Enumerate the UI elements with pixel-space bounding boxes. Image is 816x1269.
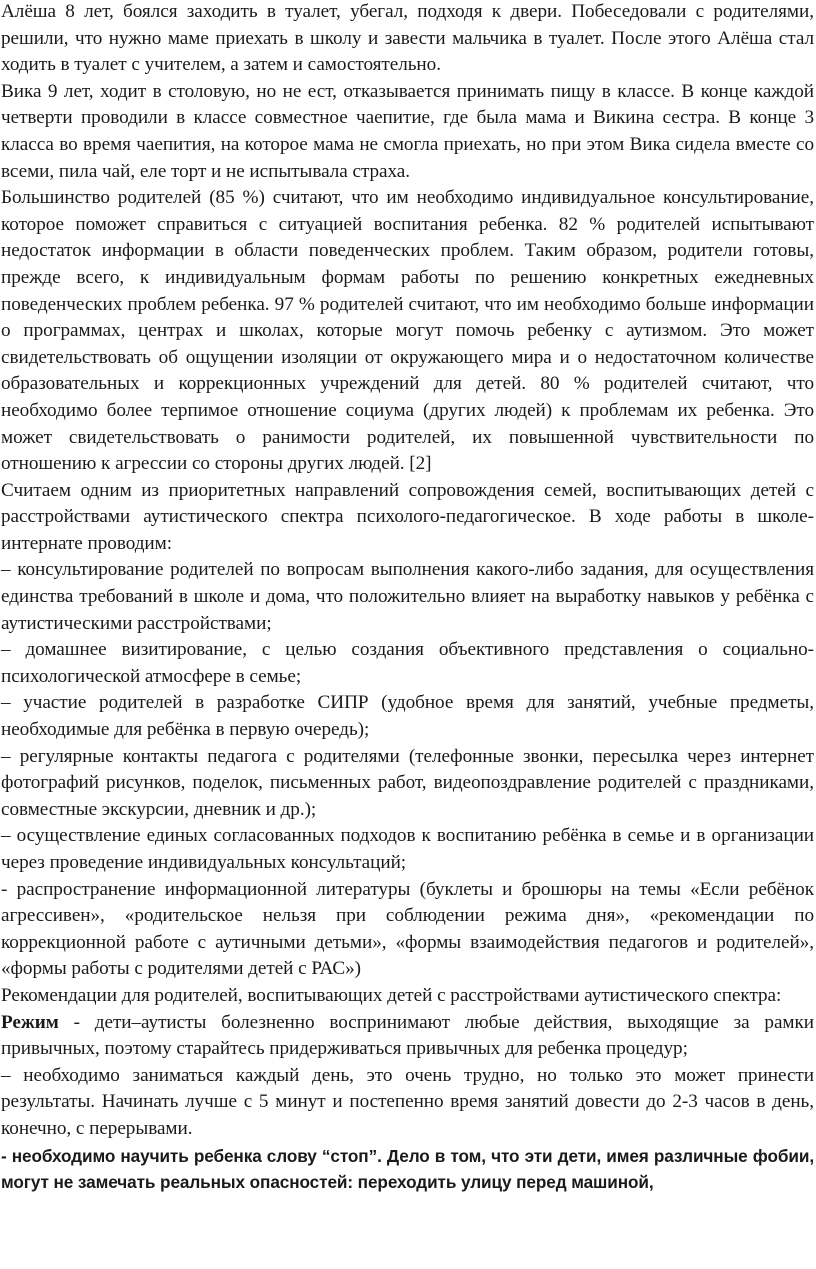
list-item-sipr-participation: – участие родителей в разработке СИПР (удобное время для занятий, учебные предметы, необходимые для ребёнка в первую очередь); bbox=[1, 692, 814, 741]
paragraph-parent-survey: Большинство родителей (85 %) считают, что им необходимо индивидуальное консультирование, которое поможет справиться с ситуацией воспитания ребенка. 82 % родителей испытывают недостаток информации в области поведенческих проблем. Таким образом, родители готовы, прежде всего, к индивидуальным формам работы по решению конкретных ежедневных поведенческих проблем ребенка. 97 % родителей считают, что им необходимо больше информации о программах, центрах и школах, которые могут помочь ребенку с аутизмом. Это может свидетельствовать об ощущении изоляции от окружающего мира и о недостаточном количестве образовательных и коррекционных учреждений для детей. 80 % родителей считают, что необходимо более терпимое отношение социума (других людей) к проблемам их ребенка. Это может свидетельствовать о ранимости родителей, их повышенной чувствительности по отношению к агрессии со стороны других людей. [2] bbox=[1, 187, 814, 475]
list-item-consulting: – консультирование родителей по вопросам выполнения какого-либо задания, для осуществления единства требований в школе и дома, что положительно влияет на выработку навыков у ребёнка с аутистическими расстройствами; bbox=[1, 559, 814, 634]
paragraph-stop-word: - необходимо научить ребенка слову “стоп”. Дело в том, что эти дети, имея различные фобии, могут не замечать реальных опасностей: переходить улицу перед машиной, bbox=[1, 1145, 814, 1193]
paragraph-alyosha-case: Алёша 8 лет, боялся заходить в туалет, убегал, подходя к двери. Побеседовали с родителями, решили, что нужно маме приехать в школу и завести мальчика в туалет. После этого Алёша стал ходить в туалет с учителем, а затем и самостоятельно. bbox=[1, 1, 814, 76]
paragraph-recommendations-heading: Рекомендации для родителей, воспитывающих детей с расстройствами аутистического спектра: bbox=[1, 984, 782, 1006]
list-item-unified-approaches: – осуществление единых согласованных подходов к воспитанию ребёнка в семье и в организации через проведение индивидуальных консультаций; bbox=[1, 825, 814, 873]
paragraph-regime bbox=[1, 1010, 814, 1063]
list-item-regular-contacts: – регулярные контакты педагога с родителями (телефонные звонки, пересылка через интернет фотографий рисунков, поделок, письменных работ, видеопоздравление родителей с праздниками, совместные экскурсии, дневник и др.); bbox=[1, 745, 814, 820]
list-item-home-visiting: – домашнее визитирование, с целью создания объективного представления о социально-психологической атмосфере в семье; bbox=[1, 639, 814, 687]
paragraph-vika-case: Вика 9 лет, ходит в столовую, но не ест, отказывается принимать пищу в классе. В конце каждой четверти проводили в классе совместное чаепитие, где была мама и Викина сестра. В конце 3 класса во время чаепития, на которое мама не смогла приехать, но при этом Вика сидела вместе со всеми, пила чай, еле торт и не испытывала страха. bbox=[1, 80, 814, 182]
list-item-literature: - распространение информационной литературы (буклеты и брошюры на темы «Если ребёнок агрессивен», «родительское нельзя при соблюдении режима дня», «рекомендации по коррекционной работе с аутичными детьми», «формы взаимодействия педагогов и родителей», «формы работы с родителями детей с РАС») bbox=[1, 878, 814, 980]
paragraph-support-directions: Считаем одним из приоритетных направлений сопровождения семей, воспитывающих детей с расстройствами аутистического спектра психолого-педагогическое. В ходе работы в школе-интернате проводим: bbox=[1, 479, 814, 554]
paragraph-daily-practice: – необходимо заниматься каждый день, это очень трудно, но только это может принести результаты. Начинать лучше с 5 минут и постепенно время занятий довести до 2-3 часов в день, конечно, с перерывами. bbox=[1, 1064, 814, 1139]
regime-text: - дети–аутисты болезненно воспринимают любые действия, выходящие за рамки привычных, поэтому старайтесь придерживаться привычных для ребенка процедур; bbox=[1, 1011, 814, 1060]
regime-term: Режим bbox=[1, 1011, 59, 1033]
